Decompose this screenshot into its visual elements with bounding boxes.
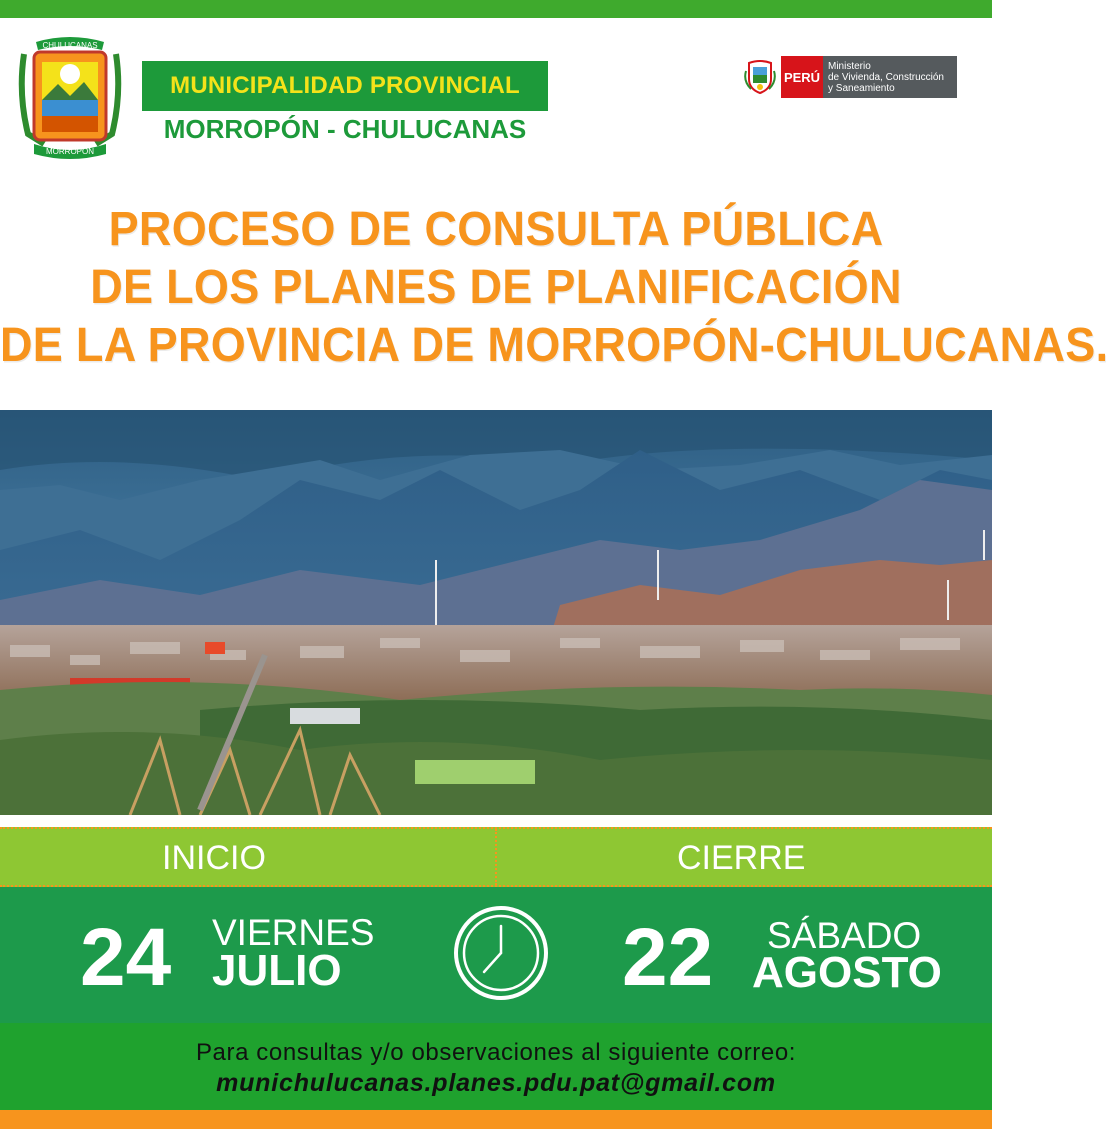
crest-bottom-label: MORROPÓN xyxy=(46,147,94,156)
ministry-name-line3: y Saneamiento xyxy=(828,82,895,94)
municipality-line1: MUNICIPALIDAD PROVINCIAL xyxy=(170,72,520,99)
separator xyxy=(0,815,992,827)
municipality-name-box xyxy=(142,61,548,111)
top-green-strip xyxy=(0,0,992,18)
peru-shield-icon xyxy=(745,59,775,95)
contact-footer xyxy=(0,1023,992,1110)
ministry-name xyxy=(823,56,957,98)
ministry-name-line1: Ministerio xyxy=(828,60,871,72)
bottom-orange-strip xyxy=(0,1110,992,1129)
labels-divider xyxy=(495,829,497,885)
end-weekday: SÁBADO xyxy=(767,915,922,956)
start-label: INICIO xyxy=(162,839,266,877)
contact-text: Para consultas y/o observaciones al siguiente correo: xyxy=(195,1039,797,1066)
start-month: JULIO xyxy=(212,946,342,995)
title-line3: DE LA PROVINCIA DE MORROPÓN-CHULUCANAS. xyxy=(0,316,1108,372)
end-day: 22 xyxy=(622,912,714,1003)
start-day: 24 xyxy=(80,912,172,1003)
end-month: AGOSTO xyxy=(752,948,942,997)
title-line1: PROCESO DE CONSULTA PÚBLICA xyxy=(108,200,884,256)
clock-icon xyxy=(452,904,550,1002)
end-label: CIERRE xyxy=(677,839,806,877)
peru-label: PERÚ xyxy=(781,56,823,98)
title-line2: DE LOS PLANES DE PLANIFICACIÓN xyxy=(90,258,902,314)
ministry-logo xyxy=(745,56,957,98)
schedule-labels-bar xyxy=(0,827,992,887)
start-weekday: VIERNES xyxy=(212,912,375,953)
ministry-name-line2: de Vivienda, Construcción xyxy=(828,71,944,83)
schedule-dates xyxy=(0,887,992,1023)
city-landscape-photo xyxy=(0,410,992,815)
municipality-line2: MORROPÓN - CHULUCANAS xyxy=(163,114,527,144)
main-title xyxy=(0,200,1108,374)
municipal-crest-logo xyxy=(14,34,126,160)
contact-email[interactable]: munichulucanas.planes.pdu.pat@gmail.com xyxy=(216,1069,776,1097)
crest-top-label: CHULUCANAS xyxy=(42,41,98,50)
